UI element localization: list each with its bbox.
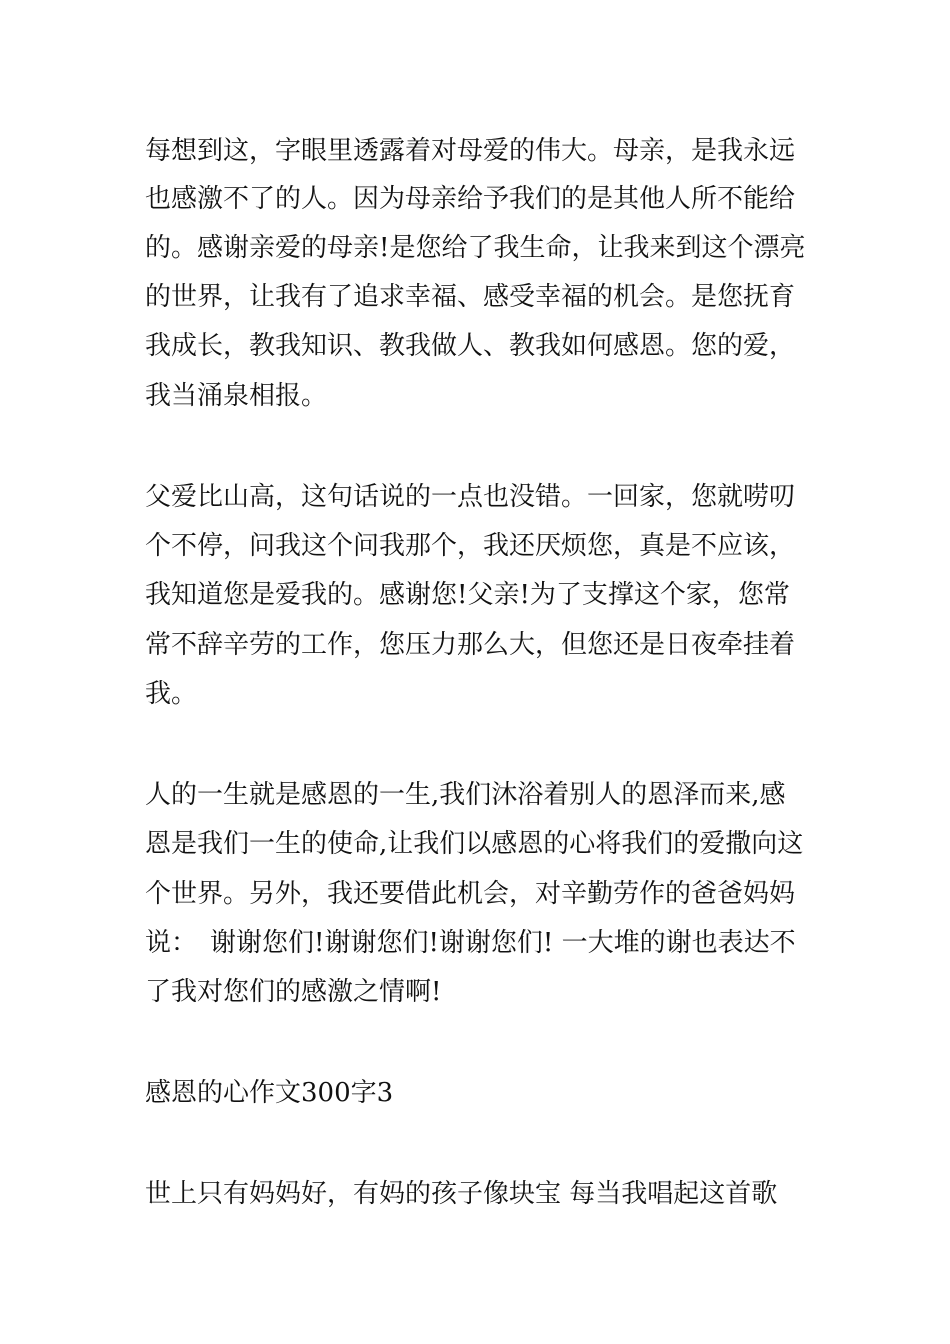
paragraph-2-line-1: 父爱比山高，这句话说的一点也没错。一回家，您就唠叨 [145, 482, 796, 512]
paragraph-1-line-6: 我当涌泉相报。 [145, 381, 328, 411]
paragraph-2-line-5: 我。 [145, 679, 198, 709]
paragraph-4-line-1: 世上只有妈妈好，有妈的孩子像块宝 每当我唱起这首歌 [145, 1179, 778, 1209]
paragraph-1-line-4: 的世界，让我有了追求幸福、感受幸福的机会。是您抚育 [145, 282, 796, 312]
paragraph-3-line-2: 恩是我们一生的使命,让我们以感恩的心将我们的爱撒向这 [145, 829, 804, 859]
paragraph-1-line-1: 每想到这，字眼里透露着对母爱的伟大。母亲，是我永远 [145, 136, 796, 166]
paragraph-3-line-3: 个世界。另外，我还要借此机会，对辛勤劳作的爸爸妈妈 [145, 879, 796, 909]
paragraph-1-line-3: 的。感谢亲爱的母亲!是您给了我生命，让我来到这个漂亮 [145, 233, 806, 263]
paragraph-3-line-1: 人的一生就是感恩的一生,我们沐浴着别人的恩泽而来,感 [145, 780, 786, 810]
paragraph-2-line-2: 个不停，问我这个问我那个，我还厌烦您，真是不应该， [145, 531, 796, 561]
paragraph-3-line-4: 说： 谢谢您们!谢谢您们!谢谢您们! 一大堆的谢也表达不 [145, 928, 796, 958]
section-heading: 感恩的心作文300字3 [145, 1078, 394, 1108]
paragraph-1-line-2: 也感激不了的人。因为母亲给予我们的是其他人所不能给 [145, 184, 796, 214]
paragraph-2-line-4: 常不辞辛劳的工作，您压力那么大，但您还是日夜牵挂着 [145, 630, 796, 660]
paragraph-2-line-3: 我知道您是爱我的。感谢您!父亲!为了支撑这个家，您常 [145, 580, 790, 610]
paragraph-3-line-5: 了我对您们的感激之情啊! [145, 977, 442, 1007]
paragraph-1-line-5: 我成长，教我知识、教我做人、教我如何感恩。您的爱， [145, 331, 796, 361]
